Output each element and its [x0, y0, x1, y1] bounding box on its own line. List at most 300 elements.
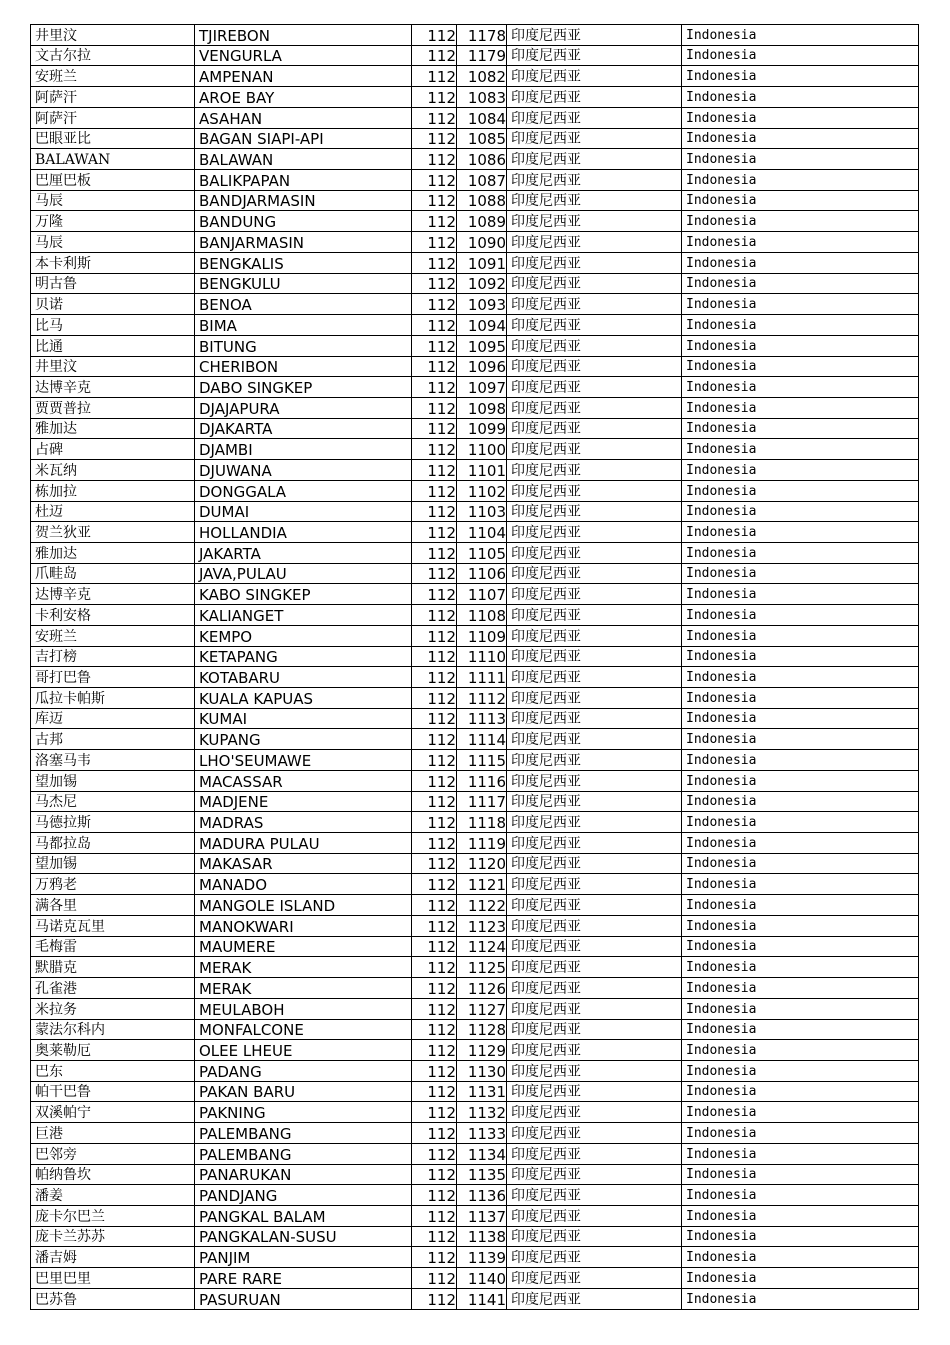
- country-name-cn: 印度尼西亚: [507, 211, 682, 232]
- port-name-en: DJAMBI: [195, 439, 412, 460]
- country-name-en: Indonesia: [682, 542, 919, 563]
- port-code: 1106: [457, 563, 507, 584]
- country-name-en: Indonesia: [682, 397, 919, 418]
- country-name-cn: 印度尼西亚: [507, 1102, 682, 1123]
- port-code: 1110: [457, 646, 507, 667]
- port-name-cn: 杜迈: [31, 501, 195, 522]
- port-name-en: MADJENE: [195, 791, 412, 812]
- port-code: 1114: [457, 729, 507, 750]
- table-row: [31, 45, 919, 66]
- port-name-en: DABO SINGKEP: [195, 377, 412, 398]
- port-name-cn: 马都拉岛: [31, 833, 195, 854]
- port-code: 1117: [457, 791, 507, 812]
- country-code: 112: [412, 66, 457, 87]
- table-row: [31, 874, 919, 895]
- table-row: [31, 418, 919, 439]
- port-code: 1108: [457, 605, 507, 626]
- port-name-en: OLEE LHEUE: [195, 1040, 412, 1061]
- table-row: [31, 708, 919, 729]
- port-name-cn: 米瓦纳: [31, 460, 195, 481]
- country-name-cn: 印度尼西亚: [507, 107, 682, 128]
- port-name-en: DONGGALA: [195, 480, 412, 501]
- port-name-en: BAGAN SIAPI-API: [195, 128, 412, 149]
- port-code: 1132: [457, 1102, 507, 1123]
- country-name-en: Indonesia: [682, 439, 919, 460]
- port-name-cn: 满各里: [31, 895, 195, 916]
- port-name-en: MEULABOH: [195, 998, 412, 1019]
- country-name-cn: 印度尼西亚: [507, 605, 682, 626]
- port-code: 1093: [457, 294, 507, 315]
- port-name-cn: 明古鲁: [31, 273, 195, 294]
- port-name-en: MANOKWARI: [195, 915, 412, 936]
- port-name-cn: 巨港: [31, 1123, 195, 1144]
- country-name-en: Indonesia: [682, 377, 919, 398]
- port-name-en: KABO SINGKEP: [195, 584, 412, 605]
- table-row: [31, 1185, 919, 1206]
- country-name-cn: 印度尼西亚: [507, 501, 682, 522]
- port-code: 1083: [457, 87, 507, 108]
- country-name-en: Indonesia: [682, 252, 919, 273]
- table-row: [31, 460, 919, 481]
- country-name-en: Indonesia: [682, 335, 919, 356]
- country-name-cn: 印度尼西亚: [507, 1040, 682, 1061]
- port-name-en: BENOA: [195, 294, 412, 315]
- port-code: 1091: [457, 252, 507, 273]
- table-row: [31, 605, 919, 626]
- port-code: 1134: [457, 1143, 507, 1164]
- port-code-table: [30, 24, 919, 1310]
- port-code: 1107: [457, 584, 507, 605]
- country-code: 112: [412, 1226, 457, 1247]
- port-name-cn: 雅加达: [31, 418, 195, 439]
- port-code: 1137: [457, 1205, 507, 1226]
- port-code: 1178: [457, 25, 507, 46]
- port-name-en: MADRAS: [195, 812, 412, 833]
- table-row: [31, 646, 919, 667]
- port-code: 1104: [457, 522, 507, 543]
- country-name-cn: 印度尼西亚: [507, 542, 682, 563]
- port-name-en: PADANG: [195, 1060, 412, 1081]
- country-name-cn: 印度尼西亚: [507, 439, 682, 460]
- port-code: 1118: [457, 812, 507, 833]
- table-row: [31, 273, 919, 294]
- port-code: 1084: [457, 107, 507, 128]
- port-name-en: PAKAN BARU: [195, 1081, 412, 1102]
- country-name-cn: 印度尼西亚: [507, 1019, 682, 1040]
- country-name-en: Indonesia: [682, 915, 919, 936]
- country-name-cn: 印度尼西亚: [507, 1268, 682, 1289]
- country-name-en: Indonesia: [682, 232, 919, 253]
- port-name-cn: 吉打榜: [31, 646, 195, 667]
- country-code: 112: [412, 522, 457, 543]
- port-name-en: AROE BAY: [195, 87, 412, 108]
- port-name-cn: 巴厘巴板: [31, 170, 195, 191]
- table-row: [31, 936, 919, 957]
- country-name-en: Indonesia: [682, 625, 919, 646]
- country-name-cn: 印度尼西亚: [507, 646, 682, 667]
- port-code: 1103: [457, 501, 507, 522]
- country-code: 112: [412, 335, 457, 356]
- country-code: 112: [412, 170, 457, 191]
- country-name-cn: 印度尼西亚: [507, 563, 682, 584]
- port-name-en: PARE RARE: [195, 1268, 412, 1289]
- table-row: [31, 1247, 919, 1268]
- country-name-en: Indonesia: [682, 998, 919, 1019]
- port-code: 1111: [457, 667, 507, 688]
- country-code: 112: [412, 770, 457, 791]
- table-row: [31, 1164, 919, 1185]
- port-code: 1097: [457, 377, 507, 398]
- country-code: 112: [412, 460, 457, 481]
- table-row: [31, 25, 919, 46]
- country-code: 112: [412, 853, 457, 874]
- country-code: 112: [412, 1040, 457, 1061]
- country-name-cn: 印度尼西亚: [507, 252, 682, 273]
- port-name-en: PANDJANG: [195, 1185, 412, 1206]
- port-name-en: LHO'SEUMAWE: [195, 750, 412, 771]
- country-name-cn: 印度尼西亚: [507, 936, 682, 957]
- table-row: [31, 501, 919, 522]
- table-row: [31, 750, 919, 771]
- table-row: [31, 791, 919, 812]
- country-code: 112: [412, 1205, 457, 1226]
- port-name-cn: 潘吉姆: [31, 1247, 195, 1268]
- country-name-cn: 印度尼西亚: [507, 190, 682, 211]
- port-name-en: DUMAI: [195, 501, 412, 522]
- table-row: [31, 1040, 919, 1061]
- table-row: [31, 87, 919, 108]
- port-name-cn: 巴眼亚比: [31, 128, 195, 149]
- port-name-en: MANGOLE ISLAND: [195, 895, 412, 916]
- port-name-cn: 马德拉斯: [31, 812, 195, 833]
- table-row: [31, 1268, 919, 1289]
- port-name-en: PASURUAN: [195, 1288, 412, 1309]
- country-code: 112: [412, 45, 457, 66]
- port-name-en: KALIANGET: [195, 605, 412, 626]
- port-name-en: MAKASAR: [195, 853, 412, 874]
- port-code: 1179: [457, 45, 507, 66]
- country-name-en: Indonesia: [682, 770, 919, 791]
- port-name-cn: 井里汶: [31, 25, 195, 46]
- port-name-en: KOTABARU: [195, 667, 412, 688]
- table-row: [31, 584, 919, 605]
- table-row: [31, 397, 919, 418]
- country-code: 112: [412, 688, 457, 709]
- port-name-en: ASAHAN: [195, 107, 412, 128]
- port-name-en: KETAPANG: [195, 646, 412, 667]
- country-code: 112: [412, 1164, 457, 1185]
- country-name-cn: 印度尼西亚: [507, 1247, 682, 1268]
- country-name-cn: 印度尼西亚: [507, 1205, 682, 1226]
- table-row: [31, 439, 919, 460]
- country-code: 112: [412, 978, 457, 999]
- table-row: [31, 1060, 919, 1081]
- port-name-cn: 米拉务: [31, 998, 195, 1019]
- table-row: [31, 770, 919, 791]
- port-name-cn: 双溪帕宁: [31, 1102, 195, 1123]
- port-name-cn: 安班兰: [31, 625, 195, 646]
- country-code: 112: [412, 25, 457, 46]
- table-row: [31, 1081, 919, 1102]
- country-code: 112: [412, 729, 457, 750]
- port-code: 1102: [457, 480, 507, 501]
- country-name-cn: 印度尼西亚: [507, 708, 682, 729]
- port-name-cn: 本卡利斯: [31, 252, 195, 273]
- country-name-en: Indonesia: [682, 1060, 919, 1081]
- table-row: [31, 998, 919, 1019]
- port-code: 1115: [457, 750, 507, 771]
- port-name-cn: 巴苏鲁: [31, 1288, 195, 1309]
- table-row: [31, 480, 919, 501]
- country-name-cn: 印度尼西亚: [507, 128, 682, 149]
- country-name-cn: 印度尼西亚: [507, 273, 682, 294]
- port-name-cn: 井里汶: [31, 356, 195, 377]
- port-code: 1099: [457, 418, 507, 439]
- country-name-en: Indonesia: [682, 45, 919, 66]
- port-name-en: KEMPO: [195, 625, 412, 646]
- country-code: 112: [412, 1247, 457, 1268]
- country-name-en: Indonesia: [682, 87, 919, 108]
- country-name-en: Indonesia: [682, 418, 919, 439]
- port-code: 1139: [457, 1247, 507, 1268]
- country-code: 112: [412, 1060, 457, 1081]
- table-row: [31, 232, 919, 253]
- table-row: [31, 170, 919, 191]
- country-name-cn: 印度尼西亚: [507, 978, 682, 999]
- country-name-cn: 印度尼西亚: [507, 915, 682, 936]
- table-row: [31, 957, 919, 978]
- country-code: 112: [412, 1102, 457, 1123]
- country-name-en: Indonesia: [682, 1040, 919, 1061]
- port-code: 1085: [457, 128, 507, 149]
- port-name-cn: 孔雀港: [31, 978, 195, 999]
- country-name-en: Indonesia: [682, 563, 919, 584]
- port-name-cn: 文古尔拉: [31, 45, 195, 66]
- port-code: 1125: [457, 957, 507, 978]
- country-code: 112: [412, 708, 457, 729]
- country-name-en: Indonesia: [682, 895, 919, 916]
- country-code: 112: [412, 377, 457, 398]
- port-name-cn: 瓜拉卡帕斯: [31, 688, 195, 709]
- port-name-cn: 阿萨汗: [31, 87, 195, 108]
- port-name-en: MANADO: [195, 874, 412, 895]
- port-code: 1095: [457, 335, 507, 356]
- port-code: 1120: [457, 853, 507, 874]
- country-name-en: Indonesia: [682, 170, 919, 191]
- port-name-en: DJAKARTA: [195, 418, 412, 439]
- country-code: 112: [412, 1081, 457, 1102]
- port-name-en: CHERIBON: [195, 356, 412, 377]
- country-code: 112: [412, 128, 457, 149]
- country-name-cn: 印度尼西亚: [507, 294, 682, 315]
- table-row: [31, 542, 919, 563]
- country-name-cn: 印度尼西亚: [507, 1185, 682, 1206]
- port-name-cn: 占碑: [31, 439, 195, 460]
- port-name-cn: 比通: [31, 335, 195, 356]
- port-name-en: VENGURLA: [195, 45, 412, 66]
- country-name-en: Indonesia: [682, 522, 919, 543]
- table-row: [31, 1123, 919, 1144]
- country-code: 112: [412, 1185, 457, 1206]
- country-code: 112: [412, 563, 457, 584]
- table-row: [31, 853, 919, 874]
- country-code: 112: [412, 750, 457, 771]
- country-name-en: Indonesia: [682, 460, 919, 481]
- port-name-en: BENGKALIS: [195, 252, 412, 273]
- country-name-cn: 印度尼西亚: [507, 377, 682, 398]
- country-name-en: Indonesia: [682, 667, 919, 688]
- country-name-cn: 印度尼西亚: [507, 45, 682, 66]
- country-name-cn: 印度尼西亚: [507, 1226, 682, 1247]
- port-name-cn: 达博辛克: [31, 377, 195, 398]
- country-name-cn: 印度尼西亚: [507, 315, 682, 336]
- port-code: 1119: [457, 833, 507, 854]
- country-name-en: Indonesia: [682, 190, 919, 211]
- port-code: 1126: [457, 978, 507, 999]
- port-name-en: MERAK: [195, 978, 412, 999]
- port-name-en: MAUMERE: [195, 936, 412, 957]
- country-name-en: Indonesia: [682, 584, 919, 605]
- country-name-en: Indonesia: [682, 833, 919, 854]
- country-code: 112: [412, 418, 457, 439]
- country-code: 112: [412, 273, 457, 294]
- country-name-en: Indonesia: [682, 66, 919, 87]
- port-name-cn: 阿萨汗: [31, 107, 195, 128]
- country-name-cn: 印度尼西亚: [507, 87, 682, 108]
- table-body: [31, 25, 919, 1310]
- country-code: 112: [412, 584, 457, 605]
- table-row: [31, 688, 919, 709]
- table-row: [31, 149, 919, 170]
- table-row: [31, 833, 919, 854]
- port-name-cn: 万隆: [31, 211, 195, 232]
- port-code: 1090: [457, 232, 507, 253]
- country-code: 112: [412, 646, 457, 667]
- table-row: [31, 66, 919, 87]
- country-code: 112: [412, 936, 457, 957]
- country-name-en: Indonesia: [682, 1288, 919, 1309]
- port-name-cn: 帕干巴鲁: [31, 1081, 195, 1102]
- country-name-cn: 印度尼西亚: [507, 149, 682, 170]
- port-code: 1101: [457, 460, 507, 481]
- port-name-cn: BALAWAN: [31, 149, 195, 170]
- table-row: [31, 377, 919, 398]
- country-name-en: Indonesia: [682, 1164, 919, 1185]
- port-name-en: BIMA: [195, 315, 412, 336]
- table-row: [31, 315, 919, 336]
- country-name-en: Indonesia: [682, 853, 919, 874]
- port-code: 1124: [457, 936, 507, 957]
- port-name-cn: 帕纳鲁坎: [31, 1164, 195, 1185]
- port-name-cn: 比马: [31, 315, 195, 336]
- country-name-en: Indonesia: [682, 729, 919, 750]
- port-name-cn: 万鸦老: [31, 874, 195, 895]
- table-row: [31, 625, 919, 646]
- country-code: 112: [412, 397, 457, 418]
- country-name-cn: 印度尼西亚: [507, 25, 682, 46]
- port-name-cn: 马辰: [31, 190, 195, 211]
- port-name-cn: 巴里巴里: [31, 1268, 195, 1289]
- country-name-en: Indonesia: [682, 936, 919, 957]
- port-code: 1087: [457, 170, 507, 191]
- country-name-cn: 印度尼西亚: [507, 729, 682, 750]
- country-name-en: Indonesia: [682, 708, 919, 729]
- port-name-cn: 巴东: [31, 1060, 195, 1081]
- port-name-en: DJUWANA: [195, 460, 412, 481]
- port-code: 1113: [457, 708, 507, 729]
- port-code: 1082: [457, 66, 507, 87]
- country-name-en: Indonesia: [682, 978, 919, 999]
- table-row: [31, 356, 919, 377]
- country-code: 112: [412, 667, 457, 688]
- port-code: 1094: [457, 315, 507, 336]
- port-code: 1100: [457, 439, 507, 460]
- port-code: 1109: [457, 625, 507, 646]
- country-name-cn: 印度尼西亚: [507, 957, 682, 978]
- port-code: 1112: [457, 688, 507, 709]
- table-row: [31, 107, 919, 128]
- table-row: [31, 1288, 919, 1309]
- port-name-en: BENGKULU: [195, 273, 412, 294]
- country-code: 112: [412, 149, 457, 170]
- country-code: 112: [412, 1143, 457, 1164]
- port-name-cn: 马杰尼: [31, 791, 195, 812]
- port-name-en: KUPANG: [195, 729, 412, 750]
- table-row: [31, 211, 919, 232]
- country-code: 112: [412, 107, 457, 128]
- table-row: [31, 252, 919, 273]
- port-name-cn: 马辰: [31, 232, 195, 253]
- port-name-en: MACASSAR: [195, 770, 412, 791]
- port-name-cn: 毛梅雷: [31, 936, 195, 957]
- table-row: [31, 335, 919, 356]
- country-name-cn: 印度尼西亚: [507, 750, 682, 771]
- country-code: 112: [412, 1123, 457, 1144]
- port-name-en: TJIREBON: [195, 25, 412, 46]
- table-row: [31, 128, 919, 149]
- country-name-cn: 印度尼西亚: [507, 1060, 682, 1081]
- table-row: [31, 895, 919, 916]
- port-code: 1140: [457, 1268, 507, 1289]
- port-name-cn: 栋加拉: [31, 480, 195, 501]
- port-name-cn: 爪畦岛: [31, 563, 195, 584]
- port-code: 1136: [457, 1185, 507, 1206]
- country-code: 112: [412, 874, 457, 895]
- country-name-en: Indonesia: [682, 688, 919, 709]
- country-name-cn: 印度尼西亚: [507, 625, 682, 646]
- table-row: [31, 563, 919, 584]
- port-name-en: PALEMBANG: [195, 1143, 412, 1164]
- country-name-en: Indonesia: [682, 1102, 919, 1123]
- country-name-cn: 印度尼西亚: [507, 584, 682, 605]
- port-name-cn: 洛塞马韦: [31, 750, 195, 771]
- country-code: 112: [412, 625, 457, 646]
- port-name-en: BANJARMASIN: [195, 232, 412, 253]
- port-name-cn: 古邦: [31, 729, 195, 750]
- port-code: 1092: [457, 273, 507, 294]
- port-name-en: MADURA PULAU: [195, 833, 412, 854]
- port-code: 1089: [457, 211, 507, 232]
- port-code: 1088: [457, 190, 507, 211]
- table-row: [31, 1205, 919, 1226]
- port-name-cn: 雅加达: [31, 542, 195, 563]
- table-row: [31, 978, 919, 999]
- port-name-en: PANJIM: [195, 1247, 412, 1268]
- country-name-cn: 印度尼西亚: [507, 874, 682, 895]
- country-name-cn: 印度尼西亚: [507, 356, 682, 377]
- port-code: 1131: [457, 1081, 507, 1102]
- country-name-cn: 印度尼西亚: [507, 833, 682, 854]
